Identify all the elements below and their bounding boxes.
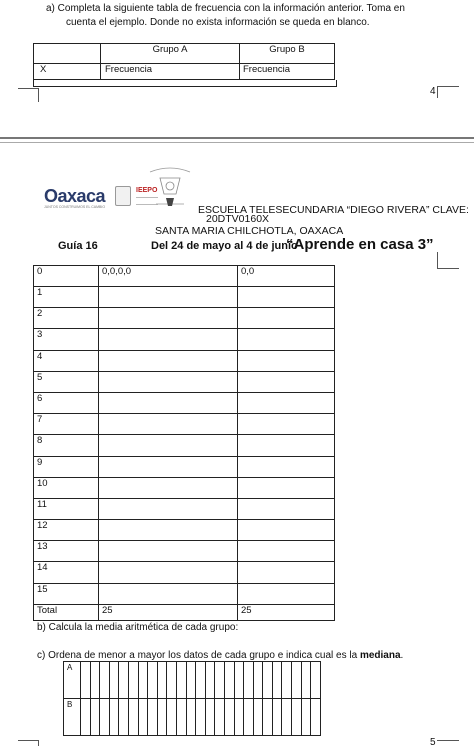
order-cell (282, 699, 292, 736)
table-cell-grupo-a (99, 287, 238, 308)
order-cell (253, 699, 263, 736)
table-cell-grupo-a (99, 308, 238, 329)
table-row (34, 308, 335, 329)
order-cell (148, 699, 158, 736)
order-cell (224, 699, 234, 736)
crop-mark (18, 88, 38, 89)
table-cell-x-value: 9 (34, 456, 99, 477)
page-number-5: 5 (430, 737, 436, 748)
guia-title: “Aprende en casa 3” (286, 236, 434, 253)
order-cell (292, 662, 302, 699)
order-cell (176, 699, 186, 736)
table-cell-x-value: 11 (34, 498, 99, 519)
crop-mark (437, 86, 438, 98)
order-cell (186, 662, 196, 699)
table-cell-grupo-b: 0,0 (238, 266, 335, 287)
crop-mark (437, 268, 459, 269)
order-cell (128, 699, 138, 736)
order-cell (234, 699, 244, 736)
table-row (34, 350, 335, 371)
table-cell-total-b: 25 (238, 604, 335, 620)
page-separator (0, 137, 474, 139)
table-cell-grupo-b (238, 477, 335, 498)
table-header-x (34, 44, 101, 64)
question-c-suffix: . (400, 650, 404, 661)
table-row (34, 562, 335, 583)
table-cell-x-value: 12 (34, 520, 99, 541)
table-cell-grupo-a (99, 435, 238, 456)
order-cell (176, 662, 186, 699)
order-cell (90, 662, 100, 699)
order-cell (119, 662, 129, 699)
table-cell-grupo-b (238, 456, 335, 477)
table-cell-grupo-a (99, 456, 238, 477)
crop-mark (38, 740, 39, 746)
question-b: b) Calcula la media aritmética de cada grupo: (37, 622, 239, 633)
instruction-a-line2: cuenta el ejemplo. Donde no exista información se queda en blanco. (66, 17, 370, 28)
order-cell (253, 662, 263, 699)
table-cell-grupo-a: 0,0,0,0 (99, 266, 238, 287)
table-cell-x-value: 7 (34, 414, 99, 435)
order-cell (244, 699, 254, 736)
table-row (34, 266, 335, 287)
school-clave: 20DTV0160X (206, 213, 270, 225)
order-cell (301, 699, 311, 736)
order-cell (138, 699, 148, 736)
table-cell-grupo-a (99, 392, 238, 413)
table-row (34, 520, 335, 541)
table-cell-x-value: 15 (34, 583, 99, 604)
table-cell-grupo-a (99, 371, 238, 392)
order-cell (186, 699, 196, 736)
table-cell-grupo-b (238, 350, 335, 371)
order-cell (119, 699, 129, 736)
table-cell-x-value: 2 (34, 308, 99, 329)
order-cell (81, 662, 91, 699)
order-cell (196, 699, 206, 736)
table-cell-x-value: 13 (34, 541, 99, 562)
table-header-grupo-b: Grupo B (240, 44, 335, 64)
guia-dates: Del 24 de mayo al 4 de junio (151, 240, 298, 252)
state-seal-icon (115, 186, 131, 206)
table-cell-total-a: 25 (99, 604, 238, 620)
school-crest-icon (146, 164, 194, 208)
table-cell-x-value: 3 (34, 329, 99, 350)
order-cell (100, 699, 110, 736)
table-row (34, 456, 335, 477)
table-cell-grupo-b (238, 308, 335, 329)
table-cell-grupo-a (99, 498, 238, 519)
order-cell (301, 662, 311, 699)
oaxaca-logo (44, 186, 105, 209)
table-cell-x-value: 5 (34, 371, 99, 392)
order-cell (196, 662, 206, 699)
table-row (34, 583, 335, 604)
question-c-text: c) Ordena de menor a mayor los datos de cada grupo e indica cual es la (37, 650, 360, 661)
table-cell-frecuencia-b: Frecuencia (240, 64, 335, 80)
order-cell (81, 699, 91, 736)
order-cell (234, 662, 244, 699)
order-cell (282, 662, 292, 699)
order-cell (157, 662, 167, 699)
table-cell-grupo-b (238, 562, 335, 583)
order-cell (215, 662, 225, 699)
order-cell (109, 662, 119, 699)
order-row (64, 662, 321, 699)
table-cell-x-value: 8 (34, 435, 99, 456)
order-cell (148, 662, 158, 699)
table-cell-grupo-a (99, 350, 238, 371)
table-cell-frecuencia-a: Frecuencia (101, 64, 240, 80)
table-cell-grupo-a (99, 583, 238, 604)
school-location: SANTA MARIA CHILCHOTLA, OAXACA (155, 225, 344, 237)
order-cell (167, 662, 177, 699)
order-cell (272, 699, 282, 736)
order-cell (109, 699, 119, 736)
crop-mark (437, 86, 459, 87)
order-cell (292, 699, 302, 736)
crop-mark (437, 252, 438, 268)
table-cell-total-label: Total (34, 604, 99, 620)
table-cell-grupo-b (238, 498, 335, 519)
table-cell-grupo-a (99, 414, 238, 435)
table-cell-grupo-b (238, 392, 335, 413)
table-cell-x-value: 1 (34, 287, 99, 308)
crop-mark (38, 88, 39, 102)
order-cell (215, 699, 225, 736)
table-row (34, 287, 335, 308)
order-table (63, 661, 321, 736)
instruction-a-line1: a) Completa la siguiente tabla de frecuencia con la información anterior. Toma en (46, 3, 405, 14)
page-number-4: 4 (430, 86, 436, 97)
table-row (34, 329, 335, 350)
table-cell-x-value: 10 (34, 477, 99, 498)
order-row-label: B (64, 699, 81, 736)
table-cell-grupo-b (238, 414, 335, 435)
order-cell (157, 699, 167, 736)
order-cell (167, 699, 177, 736)
order-row (64, 699, 321, 736)
table-cell-x-value: 0 (34, 266, 99, 287)
table-cell-x-value: 6 (34, 392, 99, 413)
order-cell (263, 699, 273, 736)
frequency-table-example (33, 43, 335, 80)
ieepo-logo: IEEPO (136, 187, 158, 194)
order-row-label: A (64, 662, 81, 699)
oaxaca-logo-subtitle: JUNTOS CONSTRUIMOS EL CAMBIO (44, 205, 106, 209)
table-row (34, 414, 335, 435)
table-cell-grupo-b (238, 541, 335, 562)
order-cell (100, 662, 110, 699)
order-cell (205, 662, 215, 699)
table-header-grupo-a: Grupo A (101, 44, 240, 64)
table-cell-grupo-b (238, 287, 335, 308)
order-cell (311, 699, 321, 736)
frequency-table (33, 265, 335, 621)
order-cell (90, 699, 100, 736)
crop-mark (18, 740, 38, 741)
table-cell-grupo-a (99, 329, 238, 350)
table-row-total (34, 604, 335, 620)
order-cell (205, 699, 215, 736)
table-cell-grupo-b (238, 329, 335, 350)
crop-mark (437, 740, 459, 741)
table-cell-grupo-b (238, 371, 335, 392)
order-cell (224, 662, 234, 699)
order-cell (311, 662, 321, 699)
order-cell (244, 662, 254, 699)
table-cell-x: X (34, 64, 101, 80)
table-cell-x-value: 4 (34, 350, 99, 371)
table-row (34, 371, 335, 392)
table-row (34, 392, 335, 413)
order-cell (138, 662, 148, 699)
oaxaca-logo-text: Oaxaca (44, 186, 106, 206)
page-separator (0, 142, 474, 143)
table-cell-grupo-a (99, 477, 238, 498)
table-cell-grupo-a (99, 541, 238, 562)
table-row (34, 435, 335, 456)
table-cell-grupo-b (238, 435, 335, 456)
school-name: ESCUELA TELESECUNDARIA “DIEGO RIVERA” CLAVE: (198, 204, 469, 216)
table-row (34, 498, 335, 519)
order-cell (263, 662, 273, 699)
order-cell (128, 662, 138, 699)
question-c-bold: mediana (359, 650, 401, 661)
table-cell-grupo-a (99, 562, 238, 583)
table-row (34, 541, 335, 562)
table-cell-x-value: 14 (34, 562, 99, 583)
table-row (34, 477, 335, 498)
guia-number: Guía 16 (58, 240, 98, 252)
table-cell-grupo-a (99, 520, 238, 541)
table-cell-grupo-b (238, 583, 335, 604)
table-cell-grupo-b (238, 520, 335, 541)
table-bottom-edge (33, 80, 337, 87)
order-cell (272, 662, 282, 699)
